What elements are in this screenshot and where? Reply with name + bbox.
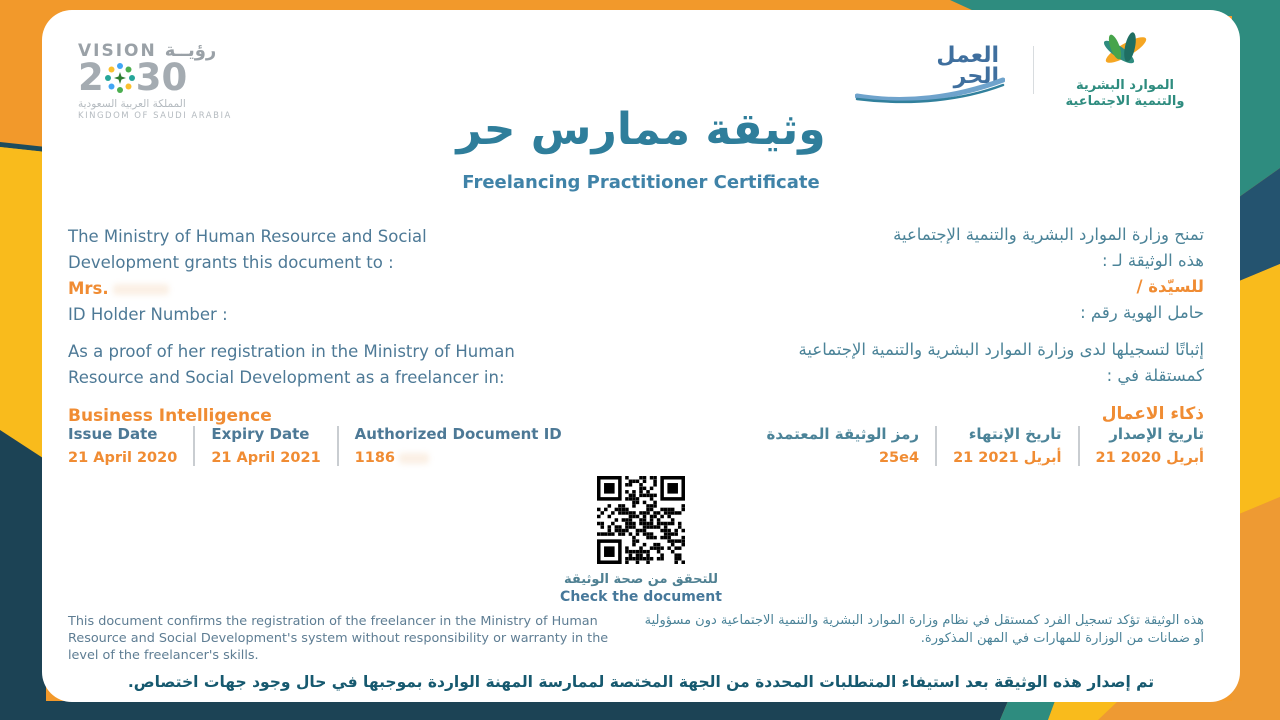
grant-en-line1: The Ministry of Human Resource and Social [68, 227, 427, 246]
vision-text-en: VISION [78, 41, 157, 61]
vision-text-ar: رؤيــة [164, 40, 217, 61]
grant-ar-id-label: حامل الهوية رقم : [1080, 303, 1204, 322]
grant-en-id-label: ID Holder Number : [68, 305, 228, 324]
grant-en-line2: Development grants this document to : [68, 253, 394, 272]
profession-ar [664, 401, 1204, 427]
date-divider [935, 426, 937, 466]
bg-yellow-left [0, 147, 46, 460]
vision-year-suffix: 30 [135, 56, 188, 99]
expiry-date-label-ar: تاريخ الإنتهاء [968, 425, 1062, 443]
grant-ar-line1: تمنح وزارة الموارد البشرية والتنمية الإجتماعية [893, 225, 1204, 244]
vision-palm-emblem-icon [104, 61, 136, 95]
expiry-date-en [211, 425, 320, 466]
freelance-logo-line1: العمل [936, 43, 999, 69]
vision-country-ar: المملكة العربية السعودية [78, 98, 186, 110]
profession-value-en: Business Intelligence [68, 406, 272, 426]
proof-ar-line2: كمستقلة في : [1106, 366, 1204, 385]
proof-section-en [68, 339, 648, 429]
grant-en-name [68, 276, 608, 302]
document-id-value-en [355, 450, 562, 466]
certificate-card [42, 10, 1240, 702]
issue-date-value-en: 21 April 2020 [68, 450, 178, 466]
header-logos-right [867, 30, 1200, 111]
proof-en-line1: As a proof of her registration in the Ministry of Human [68, 342, 515, 361]
redacted-document-id [399, 453, 429, 464]
date-divider [337, 426, 339, 466]
expiry-date-value-en: 21 April 2021 [211, 450, 321, 466]
document-code-ar [767, 425, 920, 466]
ministry-palm-icon [1088, 30, 1162, 78]
holder-title-en: Mrs. [68, 279, 109, 298]
qr-code [597, 476, 685, 564]
document-id-label-en: Authorized Document ID [354, 425, 562, 443]
disclaimer-ar: هذه الوثيقة تؤكد تسجيل الفرد كمستقل في نظام وزارة الموارد البشرية والتنمية الاجتماعية دون مسؤولية أو ضمانات من الوزارة للمهارات في المهن المذكورة. [644, 613, 1204, 647]
dates-section-ar [767, 425, 1204, 466]
holder-title-ar: للسيّدة / [1136, 277, 1204, 296]
document-code-value-ar: 25e4 [878, 450, 920, 466]
freelance-logo-line2: الحر [953, 64, 999, 90]
qr-caption-en: Check the document [560, 589, 722, 605]
grant-section-en [68, 224, 608, 328]
grant-section-ar [684, 222, 1204, 326]
dates-section-en [68, 425, 562, 466]
proof-ar-line1: إثباتًا لتسجيلها لدى وزارة الموارد البشرية والتنمية الإجتماعية [798, 340, 1204, 359]
expiry-date-ar [953, 425, 1061, 466]
proof-section-ar [664, 337, 1204, 427]
vision-country-en: KINGDOM OF SAUDI ARABIA [78, 111, 232, 121]
qr-caption-ar: للتحقق من صحة الوثيقة [564, 572, 718, 587]
vision-year-prefix: 2 [78, 56, 104, 99]
date-divider [193, 426, 195, 466]
freelance-work-logo [867, 30, 1017, 110]
qr-section [42, 476, 1240, 605]
issue-date-ar [1096, 425, 1204, 466]
document-id-number: 1186 [354, 450, 396, 466]
expiry-date-value-ar: 21 أبريل 2021 [953, 450, 1062, 466]
disclaimer-en: This document confirms the registration of the freelancer in the Ministry of Human Resource and Social Development's system without responsibility or warranty in the level of the freelancer's skills. [68, 614, 609, 663]
issue-date-en [68, 425, 177, 466]
date-divider [1078, 426, 1080, 466]
issue-date-value-ar: 21 أبريل 2020 [1095, 450, 1204, 466]
certificate-title-en: Freelancing Practitioner Certificate [462, 172, 820, 193]
logo-divider [1033, 46, 1034, 94]
issue-date-label-en: Issue Date [68, 425, 158, 443]
bg-teal-bottom [1000, 701, 1055, 720]
issuance-statement-ar: تم إصدار هذه الوثيقة بعد استيفاء المتطلبات المحددة من الجهة المختصة لممارسة المهنة الواردة بموجبها في حال وجود جهات اختصاص. [127, 673, 1155, 691]
redacted-name-en [113, 284, 169, 295]
grant-ar-name [684, 274, 1204, 300]
expiry-date-label-en: Expiry Date [211, 425, 310, 443]
ministry-logo [1050, 30, 1200, 111]
issue-date-label-ar: تاريخ الإصدار [1109, 425, 1204, 443]
document-id-en [355, 425, 562, 466]
proof-en-line2: Resource and Social Development as a freelancer in: [68, 368, 505, 387]
freelance-swoosh-icon [855, 76, 1005, 104]
document-code-label-ar: رمز الوثيقة المعتمدة [766, 425, 920, 443]
grant-ar-line2: هذه الوثيقة لـ : [1101, 251, 1204, 270]
certificate-title-ar: وثيقة ممارس حر [456, 104, 826, 155]
vision-2030-year [78, 56, 268, 99]
profession-value-ar: ذكاء الاعمال [1101, 404, 1204, 424]
ministry-name-line2: والتنمية الاجتماعية [1065, 94, 1185, 110]
ministry-name-line1: الموارد البشرية [1075, 78, 1175, 93]
